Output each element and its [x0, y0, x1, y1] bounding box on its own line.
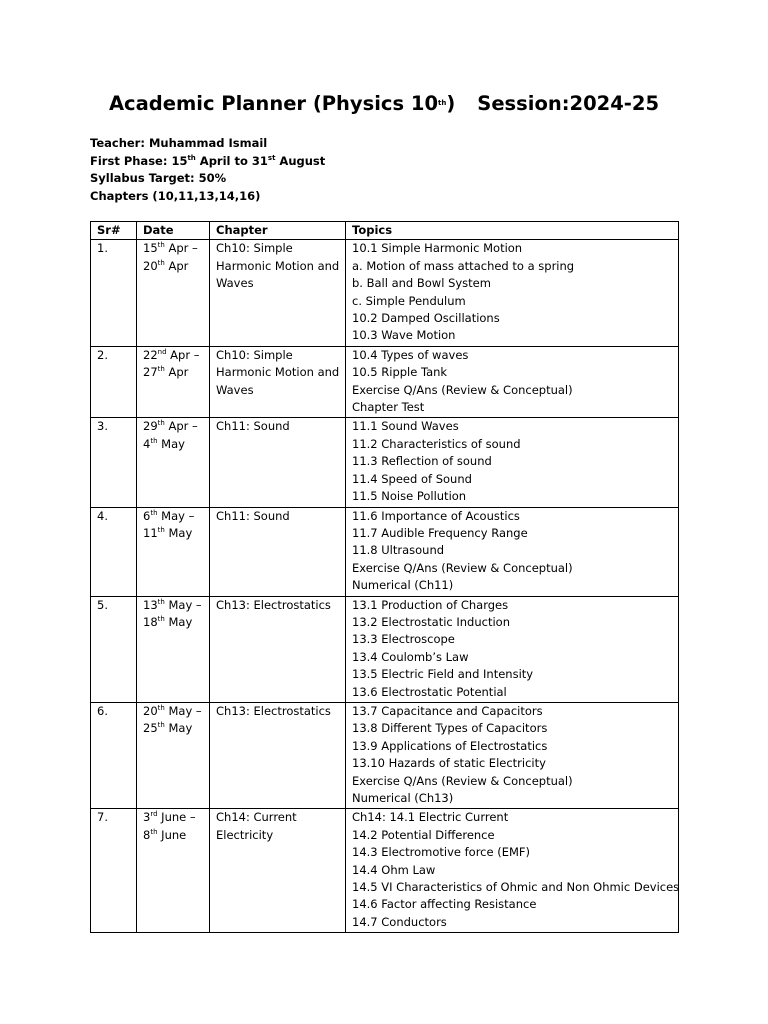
cell-chapter: Ch11: Sound [210, 507, 346, 596]
topic-item: Exercise Q/Ans (Review & Conceptual) [352, 382, 573, 397]
cell-date [137, 346, 210, 418]
table-row [91, 596, 679, 702]
topic-item: Chapter Test [352, 400, 425, 415]
date-line: 6th May – [143, 508, 195, 523]
cell-date [137, 702, 210, 808]
header-topics: Topics [346, 222, 679, 240]
topic-item: c. Simple Pendulum [352, 293, 466, 308]
chapters-line: Chapters (10,11,13,14,16) [90, 188, 261, 203]
topic-item: 11.7 Audible Frequency Range [352, 525, 528, 540]
table-row [91, 809, 679, 933]
cell-date [137, 596, 210, 702]
title-text: Academic Planner (Physics 10 [108, 92, 439, 115]
topic-item: a. Motion of mass attached to a spring [352, 258, 575, 273]
title-superscript: th [438, 99, 447, 107]
phase-line: First Phase: 15th April to 31st August [90, 153, 326, 168]
header-date: Date [137, 222, 210, 240]
date-line: 18th May [143, 614, 193, 629]
topic-item: 11.6 Importance of Acoustics [352, 508, 520, 523]
date-line: 27th Apr [143, 365, 189, 380]
topic-item: 13.5 Electric Field and Intensity [352, 667, 534, 682]
topic-item: 14.2 Potential Difference [352, 827, 495, 842]
topic-item: 13.4 Coulomb’s Law [352, 649, 469, 664]
topic-item: 13.9 Applications of Electrostatics [352, 738, 548, 753]
topic-item: 11.8 Ultrasound [352, 543, 445, 558]
cell-date [137, 418, 210, 507]
title-close-paren: ) [446, 92, 456, 115]
table-row [91, 240, 679, 346]
header-chapter: Chapter [210, 222, 346, 240]
topic-item: 13.3 Electroscope [352, 632, 455, 647]
cell-sr: 7. [91, 809, 137, 933]
syllabus-target-line: Syllabus Target: 50% [90, 171, 227, 185]
topic-item: 11.1 Sound Waves [352, 419, 459, 434]
cell-date [137, 809, 210, 933]
date-line: 13th May – [143, 597, 202, 612]
cell-topics [346, 507, 679, 596]
topic-item: 14.4 Ohm Law [352, 862, 436, 877]
topic-item: 11.4 Speed of Sound [352, 471, 472, 486]
date-line: 3rd June – [143, 810, 196, 825]
cell-chapter: Ch10: Simple Harmonic Motion and Waves [210, 346, 346, 418]
topic-item: 13.8 Different Types of Capacitors [352, 721, 548, 736]
topic-item: Numerical (Ch11) [352, 578, 454, 593]
topic-item: 10.1 Simple Harmonic Motion [352, 241, 523, 256]
planner-table [90, 221, 679, 933]
topic-item: 14.3 Electromotive force (EMF) [352, 845, 531, 860]
date-line: 22nd Apr – [143, 347, 200, 362]
date-line: 20th Apr [143, 258, 189, 273]
cell-chapter: Ch10: Simple Harmonic Motion and Waves [210, 240, 346, 346]
cell-topics [346, 809, 679, 933]
cell-sr: 4. [91, 507, 137, 596]
topic-item: 10.5 Ripple Tank [352, 365, 448, 380]
cell-sr: 2. [91, 346, 137, 418]
date-line: 4th May [143, 436, 185, 451]
header-sr: Sr# [91, 222, 137, 240]
table-header-row [91, 222, 679, 240]
topic-item: 11.2 Characteristics of sound [352, 436, 521, 451]
topic-item: 14.5 VI Characteristics of Ohmic and Non Ohmic Devices [352, 880, 680, 895]
topic-item: 11.3 Reflection of sound [352, 454, 492, 469]
date-line: 8th June [143, 827, 187, 842]
cell-chapter: Ch14: Current Electricity [210, 809, 346, 933]
topic-item: 14.6 Factor affecting Resistance [352, 897, 537, 912]
cell-topics [346, 596, 679, 702]
cell-date [137, 507, 210, 596]
cell-sr: 1. [91, 240, 137, 346]
cell-chapter: Ch13: Electrostatics [210, 596, 346, 702]
cell-sr: 3. [91, 418, 137, 507]
topic-item: 13.2 Electrostatic Induction [352, 614, 510, 629]
date-line: 25th May [143, 721, 193, 736]
table-row [91, 418, 679, 507]
cell-chapter: Ch13: Electrostatics [210, 702, 346, 808]
date-line: 15th Apr – [143, 241, 198, 256]
topic-item: 10.2 Damped Oscillations [352, 311, 500, 326]
date-line: 20th May – [143, 703, 202, 718]
topic-item: Ch14: 14.1 Electric Current [352, 810, 509, 825]
topic-item: Exercise Q/Ans (Review & Conceptual) [352, 773, 573, 788]
topic-item: Exercise Q/Ans (Review & Conceptual) [352, 560, 573, 575]
table-row [91, 507, 679, 596]
date-line: 29th Apr – [143, 419, 198, 434]
cell-sr: 5. [91, 596, 137, 702]
cell-topics [346, 418, 679, 507]
cell-sr: 6. [91, 702, 137, 808]
cell-chapter: Ch11: Sound [210, 418, 346, 507]
topic-item: 14.7 Conductors [352, 914, 447, 929]
topic-item: 13.10 Hazards of static Electricity [352, 756, 546, 771]
cell-topics [346, 346, 679, 418]
cell-topics [346, 702, 679, 808]
topic-item: 13.1 Production of Charges [352, 597, 509, 612]
cell-topics [346, 240, 679, 346]
session-label: Session:2024-25 [477, 92, 660, 115]
cell-date [137, 240, 210, 346]
date-line: 11th May [143, 525, 193, 540]
topic-item: b. Ball and Bowl System [352, 276, 491, 291]
topic-item: 10.4 Types of waves [352, 347, 469, 362]
topic-item: 13.7 Capacitance and Capacitors [352, 703, 543, 718]
planner-info [90, 135, 325, 205]
topic-item: 11.5 Noise Pollution [352, 489, 467, 504]
topic-item: Numerical (Ch13) [352, 791, 454, 805]
page-title [0, 92, 768, 115]
table-row [91, 702, 679, 808]
table-row [91, 346, 679, 418]
topic-item: 10.3 Wave Motion [352, 328, 456, 343]
topic-item: 13.6 Electrostatic Potential [352, 684, 507, 699]
table-body [91, 240, 679, 933]
teacher-line: Teacher: Muhammad Ismail [90, 136, 268, 150]
